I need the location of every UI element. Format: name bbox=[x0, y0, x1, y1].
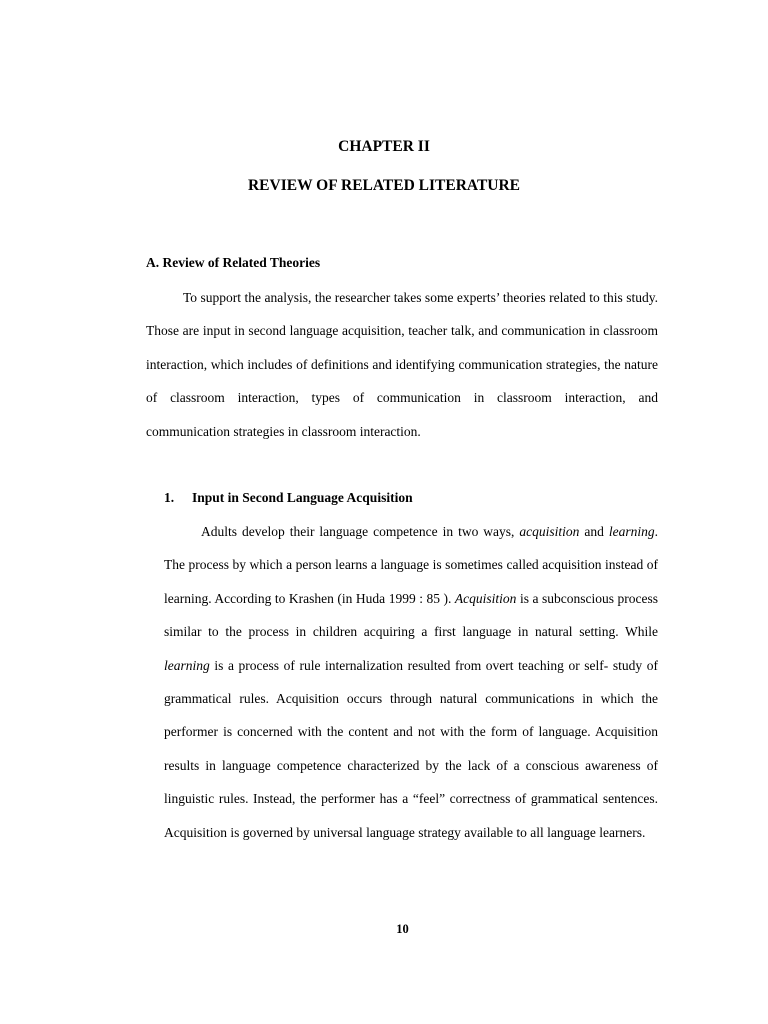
term-learning: learning bbox=[608, 524, 655, 539]
paragraph-text: Adults develop their language competence in two ways, bbox=[201, 524, 520, 539]
page-number: 10 bbox=[396, 922, 409, 936]
section-a-title: A. Review of Related Theories bbox=[146, 255, 321, 270]
paragraph-text: . The process by which a person learns a language is sometimes called acquisition instead of learning. According to Krashen (in Huda 1999 : 85 ). bbox=[164, 524, 658, 606]
subsection-1-number: 1. bbox=[164, 490, 175, 505]
subsection-1-title: Input in Second Language Acquisition bbox=[192, 490, 413, 505]
chapter-title: CHAPTER II bbox=[338, 138, 430, 155]
paragraph-text: is a process of rule internalization resulted from overt teaching or self- study of grammatical rules. Acquisition occurs through natural communications in which the performer is concerned with the content and not with the form of language. Acquisition results in language competence characterized by the lack of a conscious awareness of linguistic rules. Instead, the performer has a “feel” correctness of grammatical sentences. Acquisition is governed by universal language strategy available to all language learners. bbox=[164, 657, 658, 840]
term-learning: learning bbox=[164, 657, 210, 673]
subsection-1-paragraph bbox=[164, 515, 658, 849]
term-acquisition: Acquisition bbox=[454, 590, 517, 606]
paragraph-text: and bbox=[579, 524, 609, 539]
paragraph-text: is a subconscious process similar to the process in children acquiring a first language in natural setting. While bbox=[164, 590, 658, 640]
term-acquisition: acquisition bbox=[519, 524, 580, 539]
section-a-paragraph: To support the analysis, the researcher takes some experts’ theories related to this study. Those are input in second language acquisition, teacher talk, and communication in classroom interaction, which includes of definitions and identifying communication strategies, the nature of classroom interaction, types of communication in classroom interaction, and communication strategies in classroom interaction. bbox=[146, 290, 658, 439]
subsection-1-heading bbox=[164, 490, 413, 506]
chapter-subtitle: REVIEW OF RELATED LITERATURE bbox=[247, 177, 521, 194]
